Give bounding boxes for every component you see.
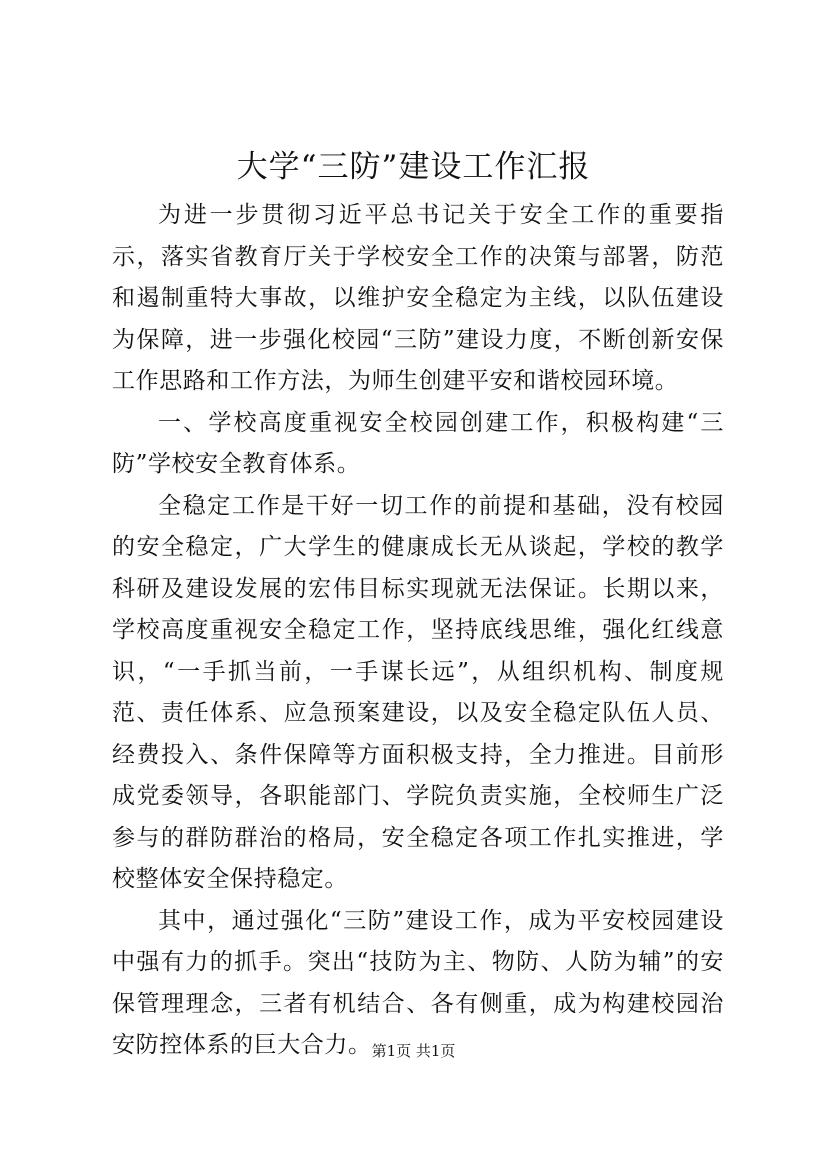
document-body xyxy=(112,195,724,1067)
document-title: 大学“三防”建设工作汇报 xyxy=(236,149,591,185)
paragraph-intro: 为进一步贯彻习近平总书记关于安全工作的重要指示，落实省教育厅关于学校安全工作的决策与部署，防范和遏制重特大事故，以维护安全稳定为主线，以队伍建设为保障，进一步强化校园“三防”建设力度，不断创新安保工作思路和工作方法，为师生创建平安和谐校园环境。 xyxy=(112,202,724,394)
page-footer: 第1页 共1页 xyxy=(371,1042,456,1060)
paragraph-section-heading: 一、学校高度重视安全校园创建工作，积极构建“三防”学校安全教育体系。 xyxy=(112,409,724,477)
paragraph-three-defenses: 其中，通过强化“三防”建设工作，成为平安校园建设中强有力的抓手。突出“技防为主、物防、人防为辅”的安保管理理念，三者有机结合、各有侧重，成为构建校园治安防控体系的巨大合力。 xyxy=(112,907,724,1058)
paragraph-stability: 全稳定工作是干好一切工作的前提和基础，没有校园的安全稳定，广大学生的健康成长无从谈起，学校的教学科研及建设发展的宏伟目标实现就无法保证。长期以来，学校高度重视安全稳定工作，坚持底线思维，强化红线意识，“一手抓当前，一手谋长远”，从组织机构、制度规范、责任体系、应急预案建设，以及安全稳定队伍人员、经费投入、条件保障等方面积极支持，全力推进。目前形成党委领导，各职能部门、学院负责实施，全校师生广泛参与的群防群治的格局，安全稳定各项工作扎实推进，学校整体安全保持稳定。 xyxy=(112,492,724,892)
